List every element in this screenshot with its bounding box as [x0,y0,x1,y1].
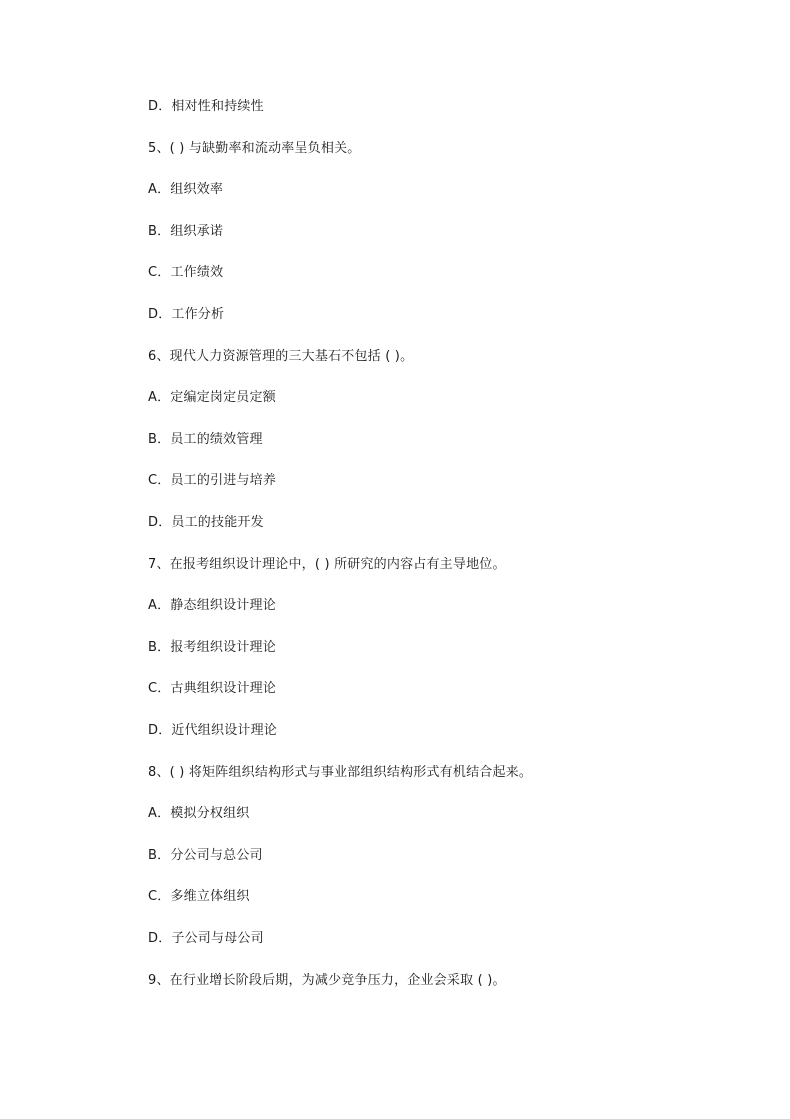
option-6b: B．员工的绩效管理 [148,432,263,447]
question-6: 6、现代人力资源管理的三大基石不包括 ( )。 [148,349,414,364]
option-5b: B．组织承诺 [148,224,224,239]
option-7a: A．静态组织设计理论 [148,598,276,613]
question-5: 5、( ) 与缺勤率和流动率呈负相关。 [148,141,361,156]
option-6d: D．员工的技能开发 [148,515,264,530]
option-8b: B．分公司与总公司 [148,848,263,863]
option-7d: D．近代组织设计理论 [148,723,278,738]
option-7b: B．报考组织设计理论 [148,640,276,655]
question-9: 9、在行业增长阶段后期，为减少竞争压力，企业会采取 ( )。 [148,973,506,988]
option-8a: A．模拟分权组织 [148,806,250,821]
option-7c: C．古典组织设计理论 [148,681,277,696]
question-7: 7、在报考组织设计理论中，( ) 所研究的内容占有主导地位。 [148,557,506,572]
option-5c: C．工作绩效 [148,265,224,280]
option-8d: D．子公司与母公司 [148,931,264,946]
option-5a: A．组织效率 [148,182,224,197]
option-8c: C．多维立体组织 [148,889,250,904]
option-5d: D．工作分析 [148,307,225,322]
option-6c: C．员工的引进与培养 [148,473,277,488]
question-8: 8、( ) 将矩阵组织结构形式与事业部组织结构形式有机结合起来。 [148,765,533,780]
option-4d: D．相对性和持续性 [148,99,264,114]
option-6a: A．定编定岗定员定额 [148,390,276,405]
